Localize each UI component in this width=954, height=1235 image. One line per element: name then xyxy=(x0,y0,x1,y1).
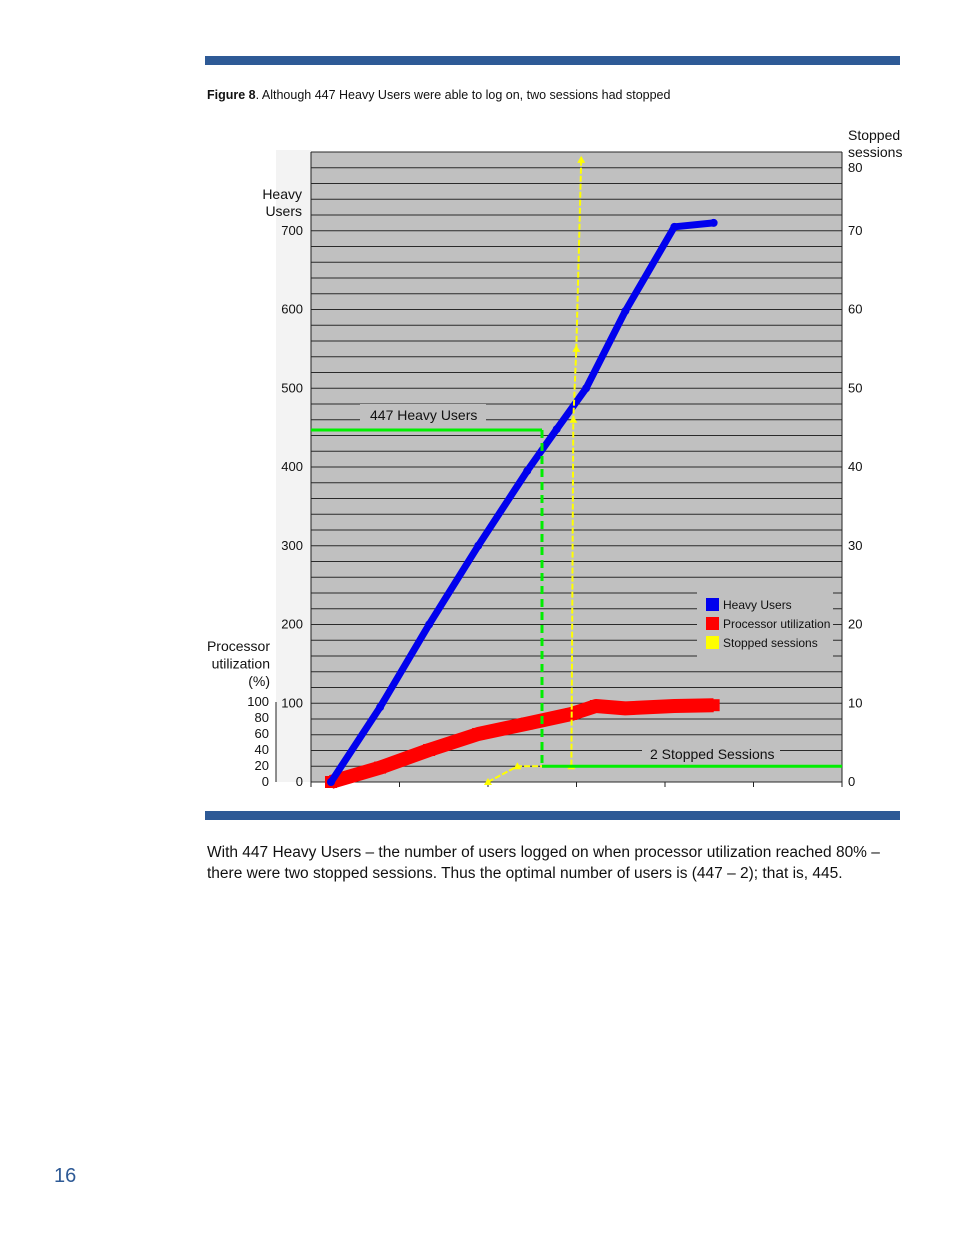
heavy-users-axis-label: Heavy xyxy=(262,186,302,202)
heavy-users-axis-label: Users xyxy=(265,203,302,219)
stopped-sessions-axis-label: Stopped xyxy=(848,127,901,143)
processor-utilization-tick-label: 20 xyxy=(254,758,269,773)
heavy-users-point xyxy=(327,778,335,786)
processor-utilization-point xyxy=(668,700,680,712)
bottom-rule xyxy=(205,811,900,820)
stopped-sessions-tick-label: 20 xyxy=(848,616,863,632)
heavy-users-point xyxy=(582,384,590,392)
legend-label: Heavy Users xyxy=(723,598,792,612)
heavy-users-point xyxy=(670,223,678,231)
legend-label: Stopped sessions xyxy=(723,636,818,650)
processor-utilization-tick-label: 60 xyxy=(254,726,269,741)
heavy-users-point xyxy=(474,542,482,550)
heavy-users-point xyxy=(553,425,561,433)
heavy-users-tick-label: 100 xyxy=(281,695,303,711)
stopped-sessions-tick-label: 80 xyxy=(848,160,863,175)
heavy-users-tick-label: 0 xyxy=(295,774,303,789)
processor-utilization-point xyxy=(423,744,435,756)
processor-utilization-axis-label: Processor xyxy=(206,638,270,654)
stopped-sessions-tick-label: 50 xyxy=(848,380,863,396)
processor-utilization-point xyxy=(521,718,533,730)
annotation-stopped-sessions: 2 Stopped Sessions xyxy=(650,746,775,762)
heavy-users-tick-label: 700 xyxy=(281,222,303,238)
legend-swatch xyxy=(706,636,719,649)
processor-utilization-tick-label: 80 xyxy=(254,710,269,725)
figure-caption-text: . Although 447 Heavy Users were able to log on, two sessions had stopped xyxy=(255,88,671,102)
heavy-users-tick-label: 300 xyxy=(281,537,303,553)
body-paragraph: With 447 Heavy Users – the number of users logged on when processor utilization reached 80% – there were two stopped sessions. Thus the optimal number of users is (447 – 2); that is, 445. xyxy=(207,844,880,882)
processor-utilization-point xyxy=(708,699,720,711)
processor-utilization-point xyxy=(590,700,602,712)
processor-utilization-point xyxy=(619,702,631,714)
legend-swatch xyxy=(706,617,719,630)
processor-utilization-tick-label: 40 xyxy=(254,742,269,757)
page-number: 16 xyxy=(54,1165,77,1187)
processor-utilization-axis-label: utilization xyxy=(211,655,270,672)
heavy-users-point xyxy=(710,219,718,227)
processor-utilization-point xyxy=(472,728,484,740)
stopped-sessions-tick-label: 60 xyxy=(848,301,863,317)
heavy-users-tick-label: 400 xyxy=(281,459,303,474)
processor-utilization-point xyxy=(374,762,386,774)
processor-utilization-axis-label: (%) xyxy=(248,673,270,689)
heavy-users-point xyxy=(523,467,531,475)
heavy-users-point xyxy=(376,703,384,711)
annotation-heavy-users: 447 Heavy Users xyxy=(370,407,478,423)
stopped-sessions-tick-label: 10 xyxy=(848,695,863,711)
heavy-users-point xyxy=(621,307,629,315)
stopped-sessions-tick-label: 40 xyxy=(848,459,863,474)
processor-utilization-tick-label: 100 xyxy=(247,694,269,709)
legend-label: Processor utilization xyxy=(723,617,831,631)
figure-label: Figure 8 xyxy=(207,88,256,102)
heavy-users-tick-label: 200 xyxy=(281,616,303,632)
stopped-sessions-tick-label: 70 xyxy=(848,222,863,238)
legend-swatch xyxy=(706,598,719,611)
heavy-users-tick-label: 500 xyxy=(281,380,303,396)
heavy-users-point xyxy=(425,621,433,629)
stopped-sessions-axis-label: sessions xyxy=(848,144,903,160)
processor-utilization-tick-label: 0 xyxy=(261,774,269,789)
heavy-users-tick-label: 600 xyxy=(281,301,303,317)
stopped-sessions-tick-label: 30 xyxy=(848,537,863,553)
stopped-sessions-tick-label: 0 xyxy=(848,774,856,789)
